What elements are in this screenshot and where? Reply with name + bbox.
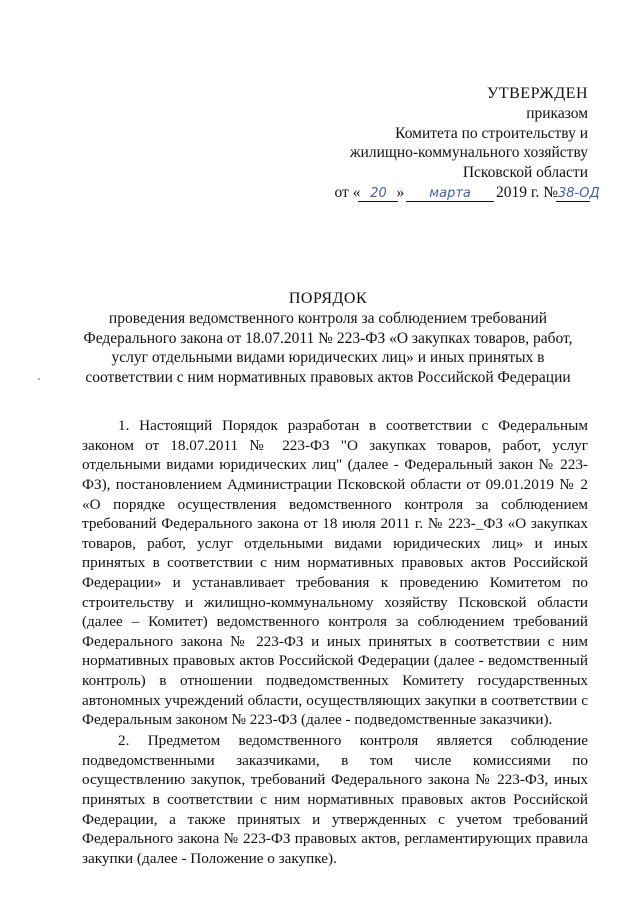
approval-line-order: приказом [526,104,588,122]
document-title: ПОРЯДОК [288,290,368,307]
handwritten-month: марта [408,184,492,204]
date-year: 2019 г. № [495,183,558,201]
paragraph-2: 2. Предметом ведомственного контроля является соблюдение подведомственными заказчиками, в том числе комиссиями по осуществлению закупок, требований Федерального закона № 223-ФЗ, иных принятых в соответствии с ним нормативных правовых актов Российской Федерации, а также принятых и утвержденных с учетом требований Федерального закона № 223-ФЗ правовых актов, регламентирующих правила закупки (далее - Положение о закупке). [82,732,588,867]
date-prefix: от « [334,183,361,201]
document-title-block [68,289,588,388]
approval-heading: УТВЕРЖДЕН [487,85,588,102]
handwritten-order-number: 38-ОД [558,184,588,204]
approval-line-committee: Комитета по строительству и [395,124,588,142]
approval-line-housing: жилищно-коммунального хозяйству [349,144,588,162]
title-line-2: Федерального закона от 18.07.2011 № 223-ФЗ «О закупках товаров, работ, [83,329,573,347]
title-line-1: проведения ведомственного контроля за соблюдением требований [108,309,548,327]
margin-mark [38,378,40,380]
approval-line-region: Псковской области [462,164,588,182]
approval-block [268,84,600,204]
date-quote-close: » [396,183,405,201]
paragraph-1: 1. Настоящий Порядок разработан в соответствии с Федеральным законом от 18.07.2011 № 223-ФЗ "О закупках товаров, работ, услуг отдельными видами юридических лиц" (далее - Федеральный закон № 223-ФЗ), постановлением Администрации Псковской области от 09.01.2019 № 2 «О порядке осуществления ведомственного контроля за соблюдением требований Федерального закона от 18 июля 2011 г. № 223-_ФЗ «О закупках товаров, работ, услуг отдельными видами юридических лиц» и иных принятых в соответствии с ним нормативных правовых актов Российской Федерации» и устанавливает требования к проведению Комитетом по строительству и жилищно-коммунальному хозяйству Псковской области (далее – Комитет) ведомственного контроля за соблюдением требований Федерального закона № 223-ФЗ и иных принятых в соответствии с ним нормативных правовых актов Российской Федерации (далее - ведомственный контроль) в отношении подведомственных Комитету государственных автономных учреждений области, осуществляющих закупки в соответствии с Федеральным законом № 223-ФЗ (далее - подведомственные заказчики). [82,417,588,729]
approval-date-line [268,183,600,204]
title-line-3: услуг отдельными видами юридических лиц» и иных принятых в [111,349,545,367]
handwritten-day: 20 [360,184,396,204]
title-line-4: соответствии с ним нормативных правовых актов Российской Федерации [85,369,571,387]
